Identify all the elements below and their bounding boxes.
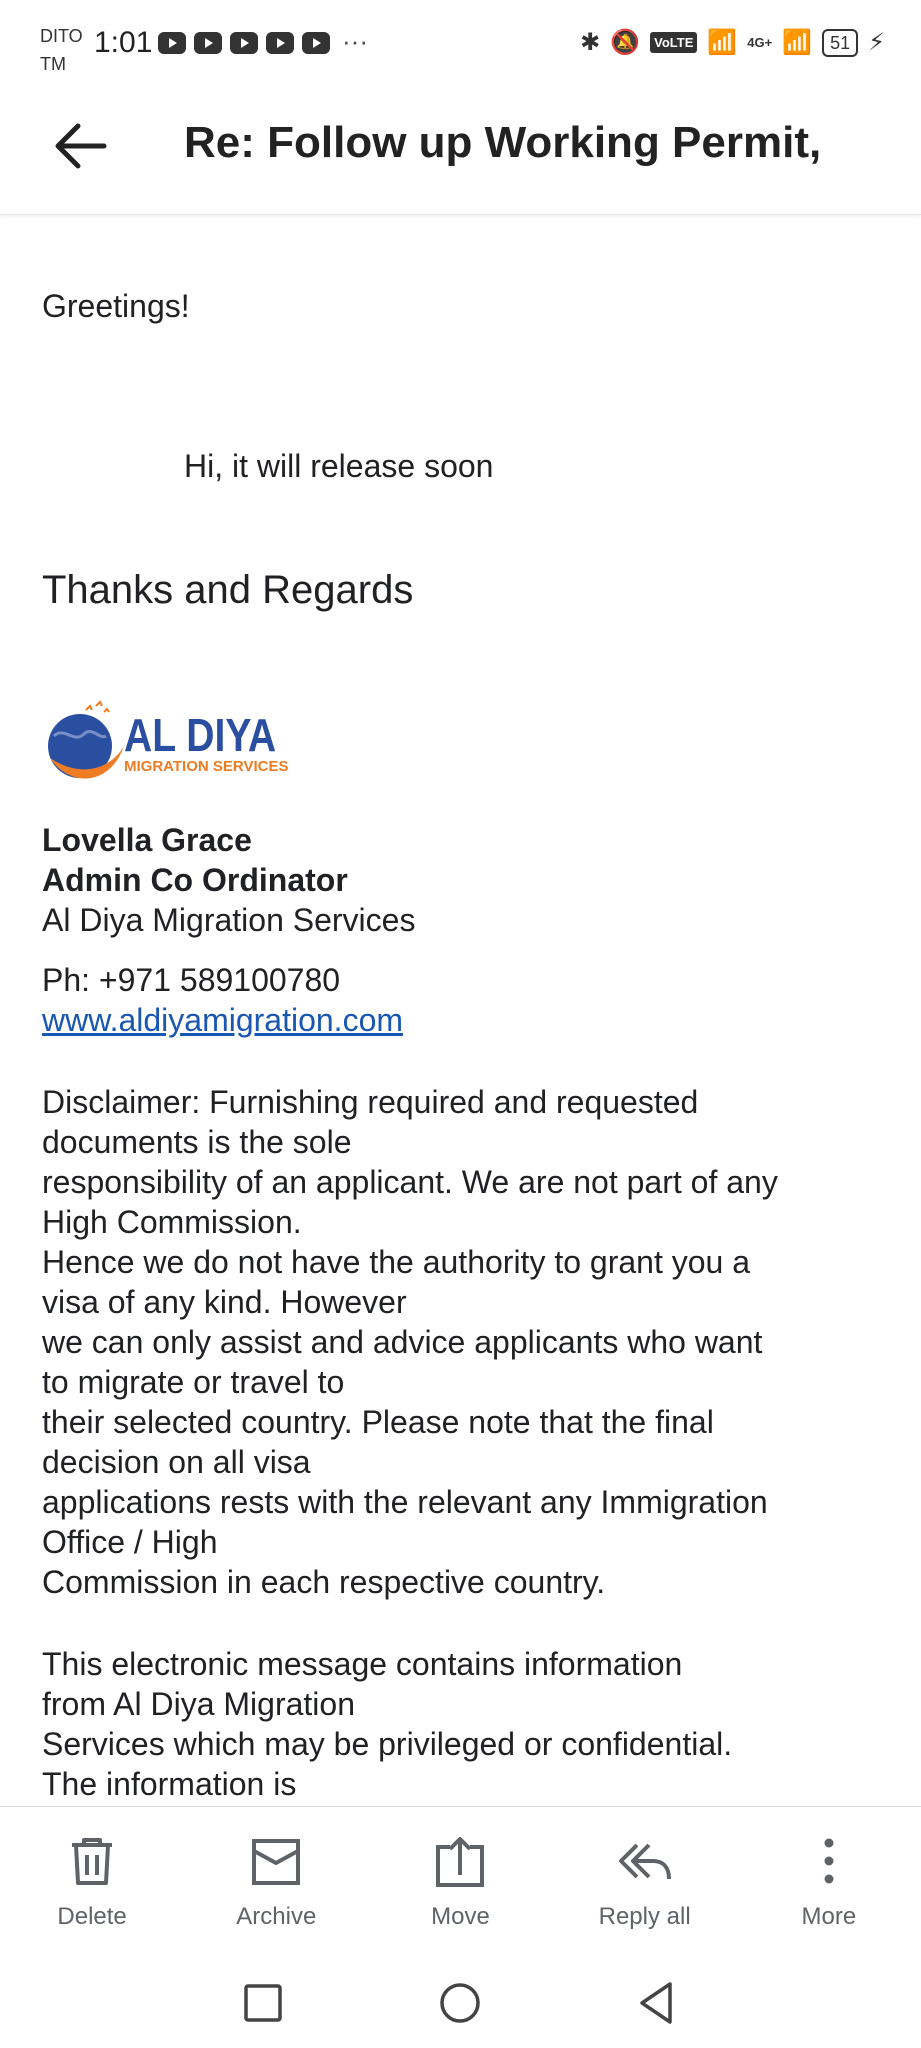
disclaimer-line: Office / High <box>42 1524 218 1560</box>
trash-icon <box>62 1831 122 1891</box>
carrier-label: DITO TM <box>40 26 83 74</box>
home-button[interactable] <box>435 1978 485 2028</box>
logo-tagline: MIGRATION SERVICES <box>124 758 289 775</box>
disclaimer-line: their selected country. Please note that the final <box>42 1404 714 1440</box>
archive-icon <box>246 1831 306 1891</box>
bluetooth-icon: ✱ <box>580 29 601 56</box>
disclaimer-line: to migrate or travel to <box>42 1364 345 1400</box>
mute-icon: 🔕 <box>610 29 641 56</box>
recent-apps-button[interactable] <box>238 1978 288 2028</box>
notification-icons <box>158 32 330 54</box>
disclaimer-line: Hence we do not have the authority to grant you a <box>42 1244 751 1280</box>
reply-all-label: Reply all <box>598 1903 691 1930</box>
greeting-text: Greetings! <box>42 288 190 324</box>
company-logo <box>40 696 300 796</box>
charging-icon: ⚡ <box>868 29 885 56</box>
email-subject: Re: Follow up Working Permit, <box>184 118 822 167</box>
arrow-left-icon <box>48 114 112 178</box>
signature <box>42 820 415 940</box>
website-link[interactable]: www.aldiyamigration.com <box>42 1002 404 1038</box>
signal-icon: 📶 <box>782 29 813 56</box>
confidentiality-notice <box>42 1644 892 1804</box>
disclaimer-line: we can only assist and advice applicants who want <box>42 1324 763 1360</box>
status-bar <box>0 0 921 80</box>
message-body[interactable] <box>0 216 921 1806</box>
more-vertical-icon <box>799 1831 859 1891</box>
youtube-icon <box>266 32 294 54</box>
disclaimer-line: High Commission. <box>42 1204 302 1240</box>
sender-company: Al Diya Migration Services <box>42 902 416 938</box>
app-header <box>0 80 921 215</box>
disclaimer-line: applications rests with the relevant any Immigration <box>42 1484 768 1520</box>
youtube-icon <box>302 32 330 54</box>
delete-button[interactable] <box>17 1807 167 1956</box>
phone-number[interactable]: Ph: +971 589100780 <box>42 962 341 998</box>
contact-info <box>42 960 403 1040</box>
system-nav-bar <box>0 1956 921 2048</box>
closing-text: Thanks and Regards <box>42 568 414 612</box>
move-icon <box>430 1831 490 1891</box>
confidential-line: This electronic message contains information <box>42 1646 683 1682</box>
move-button[interactable] <box>385 1807 535 1956</box>
move-label: Move <box>431 1903 490 1930</box>
disclaimer-line: visa of any kind. However <box>42 1284 407 1320</box>
more-notifications-icon: ··· <box>342 26 368 56</box>
confidential-line: The information is <box>42 1766 297 1802</box>
youtube-icon <box>158 32 186 54</box>
youtube-icon <box>194 32 222 54</box>
disclaimer-line: responsibility of an applicant. We are not part of any <box>42 1164 778 1200</box>
reply-text: Hi, it will release soon <box>184 448 494 484</box>
disclaimer-line: Commission in each respective country. <box>42 1564 606 1600</box>
disclaimer-line: decision on all visa <box>42 1444 311 1480</box>
disclaimer-text <box>42 1082 892 1602</box>
back-button[interactable] <box>48 114 112 178</box>
delete-label: Delete <box>57 1903 127 1930</box>
reply-all-icon <box>615 1831 675 1891</box>
signal-icon: 📶 <box>707 29 738 56</box>
more-label: More <box>801 1903 857 1930</box>
logo-wordmark: AL DIYA <box>124 709 277 761</box>
system-icons <box>580 28 885 57</box>
youtube-icon <box>230 32 258 54</box>
sender-role: Admin Co Ordinator <box>42 862 348 898</box>
network-type-label: 4G+ <box>747 35 773 50</box>
disclaimer-line: Disclaimer: Furnishing required and requested <box>42 1084 699 1120</box>
status-time: 1:01 <box>94 26 153 59</box>
back-nav-button[interactable] <box>632 1978 682 2028</box>
disclaimer-line: documents is the sole <box>42 1124 352 1160</box>
sender-name: Lovella Grace <box>42 822 252 858</box>
reply-all-button[interactable] <box>570 1807 720 1956</box>
archive-label: Archive <box>236 1903 317 1930</box>
volte-badge: VoLTE <box>650 32 697 53</box>
globe-icon <box>40 696 124 786</box>
battery-indicator: 51 <box>822 29 858 57</box>
confidential-line: from Al Diya Migration <box>42 1686 355 1722</box>
archive-button[interactable] <box>201 1807 351 1956</box>
more-button[interactable] <box>754 1807 904 1956</box>
confidential-line: Services which may be privileged or confidential. <box>42 1726 733 1762</box>
bottom-toolbar <box>0 1806 921 1956</box>
